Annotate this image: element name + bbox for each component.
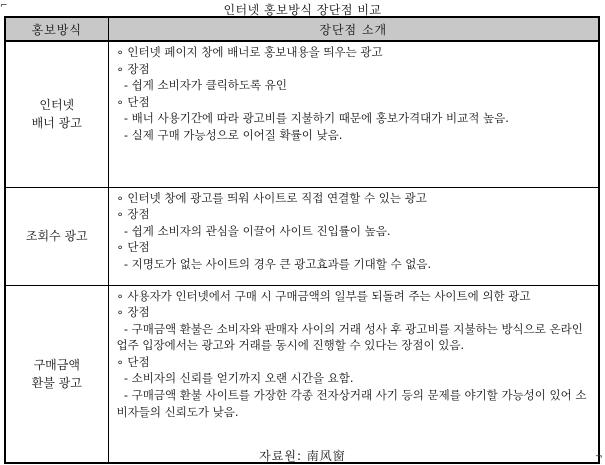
desc-cell [108, 41, 599, 187]
desc-line: ∘ 장점 [116, 61, 150, 76]
header-row [5, 17, 599, 41]
table-row [5, 187, 599, 285]
desc-line: - 배너 사용기간에 따라 광고비를 지불하기 때문에 홍보가격대가 비교적 높음. [116, 111, 509, 126]
desc-line: ∘ 장점 [116, 305, 150, 320]
type-label-line: 구매금액 [33, 357, 80, 372]
header-desc: 장단점 소개 [108, 17, 599, 41]
desc-line: ∘ 단점 [116, 354, 150, 369]
table-row [5, 41, 599, 187]
corner-crop-mark: ¬ [595, 452, 603, 462]
table-row [5, 285, 599, 463]
desc-line: - 소비자의 신뢰를 얻기까지 오랜 시간을 요함. [116, 371, 354, 386]
desc-cell [108, 285, 599, 463]
corner-crop-mark: ⌐ [0, 1, 8, 11]
type-cell [5, 285, 108, 463]
desc-cell [108, 187, 599, 285]
table-title: 인터넷 홍보방식 장단점 비교 [223, 3, 382, 17]
desc-line: ∘ 장점 [116, 207, 150, 222]
source-note: 자료원: 南风窗 [259, 449, 346, 463]
desc-line: ∘ 단점 [116, 94, 150, 109]
header-type: 홍보방식 [5, 17, 108, 41]
comparison-table [4, 16, 600, 464]
desc-line: ∘ 인터넷 창에 광고를 띄워 사이트로 직접 연결할 수 있는 광고 [116, 190, 427, 205]
desc-line: - 구매금액 환불은 소비자와 판매자 사이의 거래 성사 후 광고비를 지불하는 방식으로 온라인 업주 입장에서는 광고와 거래를 동시에 진행할 수 있다는 장점이 있음. [116, 321, 587, 353]
type-cell [5, 187, 108, 285]
type-label-line: 조회수 광고 [25, 229, 88, 243]
desc-line: - 쉽게 소비자가 클릭하도록 유인 [116, 78, 287, 93]
desc-line: ∘ 단점 [116, 240, 150, 255]
desc-line: ∘ 사용자가 인터넷에서 구매 시 구매금액의 일부를 되돌려 주는 사이트에 의한 광고 [116, 288, 531, 303]
type-label-line: 환불 광고 [31, 375, 82, 390]
type-label-line: 배너 광고 [31, 116, 82, 131]
desc-line: - 지명도가 없는 사이트의 경우 큰 광고효과를 기대할 수 없음. [116, 256, 432, 271]
desc-line: - 구매금액 환불 사이트를 가장한 각종 전자상거래 사기 등의 문제를 야기할 가능성이 있어 소비자들의 신뢰도가 낮음. [116, 388, 587, 419]
desc-line: ∘ 인터넷 페이지 창에 배너로 홍보내용을 띄우는 광고 [116, 45, 383, 59]
desc-line: - 쉽게 소비자의 관심을 이끌어 사이트 진입률이 높음. [116, 223, 391, 238]
type-cell [5, 41, 108, 187]
type-label-line: 인터넷 [39, 98, 75, 113]
desc-line: - 실제 구매 가능성으로 이어질 확률이 낮음. [116, 127, 343, 142]
